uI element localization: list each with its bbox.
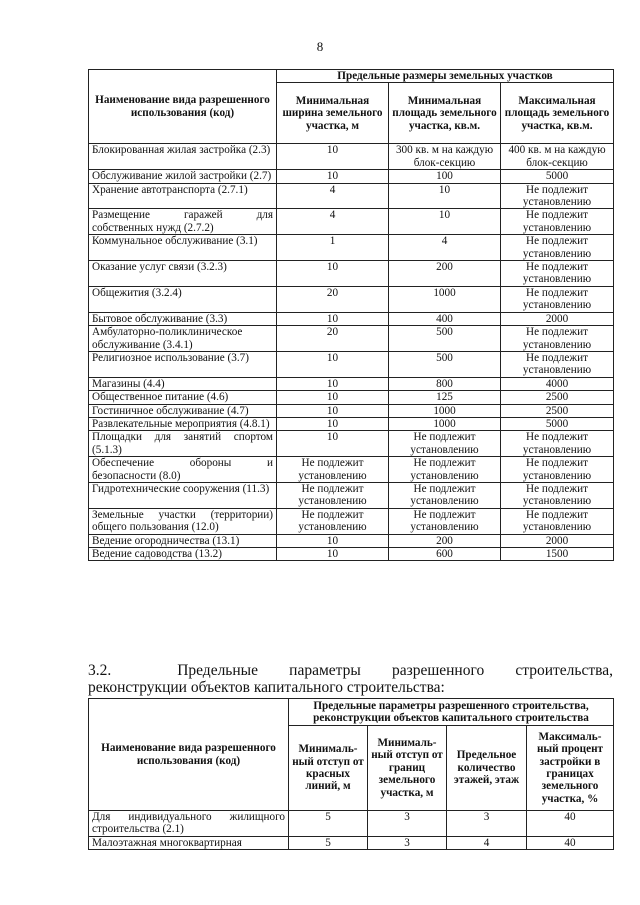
table-row xyxy=(89,404,614,417)
table2-subheader-red-lines: Минималь-ный отступ от красных линий, м xyxy=(289,726,368,811)
table-row xyxy=(89,417,614,430)
row-name: Общежития (3.2.4) xyxy=(89,286,277,312)
row-min-area: Не подлежит установлению xyxy=(389,482,501,508)
row-min-area: 200 xyxy=(389,261,501,287)
row-name: Ведение садоводства (13.2) xyxy=(89,548,277,561)
table-row xyxy=(89,836,614,849)
row-min-width: 20 xyxy=(277,286,389,312)
row-min-width: 20 xyxy=(277,326,389,352)
row-min-area: 800 xyxy=(389,377,501,390)
table-row xyxy=(89,457,614,483)
table-row xyxy=(89,170,614,183)
row-max-area: 5000 xyxy=(501,170,614,183)
table-row xyxy=(89,508,614,534)
row-min-width: Не подлежит установлению xyxy=(277,457,389,483)
row-max-area: 2500 xyxy=(501,404,614,417)
row-min-width: 10 xyxy=(277,170,389,183)
row-name: Обслуживание жилой застройки (2.7) xyxy=(89,170,277,183)
table1-subheader-min-area: Минимальная площадь земельного участка, кв.м. xyxy=(389,83,501,144)
row-max-area: 5000 xyxy=(501,417,614,430)
table-row xyxy=(89,534,614,547)
section-text-line2: реконструкции объектов капитального строительства: xyxy=(88,679,445,696)
table-row xyxy=(89,209,614,235)
row-name: Коммунальное обслуживание (3.1) xyxy=(89,235,277,261)
table-row xyxy=(89,312,614,325)
row-min-area: 1000 xyxy=(389,404,501,417)
row-min-area: 1000 xyxy=(389,417,501,430)
row-name: Хранение автотранспорта (2.7.1) xyxy=(89,183,277,209)
row-max-area: Не подлежит установлению xyxy=(501,183,614,209)
row-min-area: 300 кв. м на каждую блок-секцию xyxy=(389,144,501,170)
row-max-area: 2500 xyxy=(501,391,614,404)
row-max-area: 4000 xyxy=(501,377,614,390)
row-max-area: Не подлежит установлению xyxy=(501,508,614,534)
table2-col1-header: Наименование вида разрешенного использования (код) xyxy=(89,699,289,811)
row-coverage: 40 xyxy=(527,811,614,837)
row-min-area: 4 xyxy=(389,235,501,261)
build-params-table xyxy=(88,698,614,850)
table-row xyxy=(89,548,614,561)
table2-subheader-boundary: Минималь-ный отступ от границ земельного участка, м xyxy=(368,726,447,811)
row-min-area: 100 xyxy=(389,170,501,183)
row-min-area: 10 xyxy=(389,183,501,209)
row-max-area: Не подлежит установлению xyxy=(501,261,614,287)
row-max-area: 400 кв. м на каждую блок-секцию xyxy=(501,144,614,170)
row-name: Ведение огородничества (13.1) xyxy=(89,534,277,547)
table1-col1-header: Наименование вида разрешенного использования (код) xyxy=(89,70,277,144)
row-name: Площадки для занятий спортом (5.1.3) xyxy=(89,431,277,457)
row-min-area: 400 xyxy=(389,312,501,325)
row-name: Земельные участки (территории) общего пользования (12.0) xyxy=(89,508,277,534)
table-row xyxy=(89,183,614,209)
row-min-width: 10 xyxy=(277,351,389,377)
row-min-area: 1000 xyxy=(389,286,501,312)
row-name: Обеспечение обороны и безопасности (8.0) xyxy=(89,457,277,483)
row-min-width: 4 xyxy=(277,183,389,209)
row-min-width: 1 xyxy=(277,235,389,261)
row-max-area: Не подлежит установлению xyxy=(501,235,614,261)
row-min-width: 10 xyxy=(277,431,389,457)
row-name: Бытовое обслуживание (3.3) xyxy=(89,312,277,325)
row-max-area: Не подлежит установлению xyxy=(501,209,614,235)
table2-group-header: Предельные параметры разрешенного строительства, реконструкции объектов капитального строительства xyxy=(289,699,614,726)
table2-subheader-floors: Предельное количество этажей, этаж xyxy=(447,726,527,811)
row-name: Размещение гаражей для собственных нужд (2.7.2) xyxy=(89,209,277,235)
table1-group-header: Предельные размеры земельных участков xyxy=(277,70,614,83)
row-name: Гидротехнические сооружения (11.3) xyxy=(89,482,277,508)
row-red-lines-setback: 5 xyxy=(289,811,368,837)
table-row xyxy=(89,431,614,457)
row-name: Оказание услуг связи (3.2.3) xyxy=(89,261,277,287)
table-row xyxy=(89,261,614,287)
section-text-line1: Предельные параметры разрешенного строительства, xyxy=(177,662,613,679)
row-min-area: 10 xyxy=(389,209,501,235)
row-max-area: 1500 xyxy=(501,548,614,561)
row-name: Для индивидуального жилищного строительства (2.1) xyxy=(89,811,289,837)
table-row xyxy=(89,351,614,377)
row-min-width: 10 xyxy=(277,548,389,561)
row-name: Развлекательные мероприятия (4.8.1) xyxy=(89,417,277,430)
table-row xyxy=(89,377,614,390)
row-min-width: 10 xyxy=(277,377,389,390)
row-floors: 4 xyxy=(447,836,527,849)
row-boundary-setback: 3 xyxy=(368,836,447,849)
table-row xyxy=(89,326,614,352)
row-name: Общественное питание (4.6) xyxy=(89,391,277,404)
page-number: 8 xyxy=(316,39,324,54)
row-name: Малоэтажная многоквартирная xyxy=(89,836,289,849)
row-max-area: Не подлежит установлению xyxy=(501,326,614,352)
row-min-width: Не подлежит установлению xyxy=(277,508,389,534)
table-row xyxy=(89,235,614,261)
row-max-area: Не подлежит установлению xyxy=(501,286,614,312)
row-name: Религиозное использование (3.7) xyxy=(89,351,277,377)
row-min-area: 200 xyxy=(389,534,501,547)
row-min-width: 10 xyxy=(277,144,389,170)
row-min-width: Не подлежит установлению xyxy=(277,482,389,508)
row-min-width: 10 xyxy=(277,417,389,430)
section-paragraph-line1 xyxy=(88,662,613,679)
land-size-table xyxy=(88,69,614,561)
row-min-width: 10 xyxy=(277,312,389,325)
table-row xyxy=(89,144,614,170)
row-min-area: Не подлежит установлению xyxy=(389,457,501,483)
table-row xyxy=(89,482,614,508)
row-name: Блокированная жилая застройка (2.3) xyxy=(89,144,277,170)
row-min-area: 125 xyxy=(389,391,501,404)
row-min-width: 10 xyxy=(277,534,389,547)
table2-subheader-coverage: Максималь-ный процент застройки в границах земельного участка, % xyxy=(527,726,614,811)
table-row xyxy=(89,391,614,404)
row-name: Гостиничное обслуживание (4.7) xyxy=(89,404,277,417)
section-number: 3.2. xyxy=(88,662,112,679)
row-min-area: 500 xyxy=(389,351,501,377)
row-min-width: 4 xyxy=(277,209,389,235)
row-max-area: Не подлежит установлению xyxy=(501,431,614,457)
row-min-width: 10 xyxy=(277,391,389,404)
row-name: Амбулаторно-поликлиническое обслуживание (3.4.1) xyxy=(89,326,277,352)
table1-subheader-max-area: Максимальная площадь земельного участка, кв.м. xyxy=(501,83,614,144)
table1-subheader-min-width: Минимальная ширина земельного участка, м xyxy=(277,83,389,144)
table-row xyxy=(89,811,614,837)
table-row xyxy=(89,286,614,312)
row-max-area: 2000 xyxy=(501,534,614,547)
row-name: Магазины (4.4) xyxy=(89,377,277,390)
row-min-width: 10 xyxy=(277,261,389,287)
row-min-area: 600 xyxy=(389,548,501,561)
row-max-area: Не подлежит установлению xyxy=(501,351,614,377)
row-max-area: 2000 xyxy=(501,312,614,325)
row-max-area: Не подлежит установлению xyxy=(501,457,614,483)
row-red-lines-setback: 5 xyxy=(289,836,368,849)
row-min-area: Не подлежит установлению xyxy=(389,431,501,457)
row-max-area: Не подлежит установлению xyxy=(501,482,614,508)
row-min-area: 500 xyxy=(389,326,501,352)
row-min-area: Не подлежит установлению xyxy=(389,508,501,534)
row-coverage: 40 xyxy=(527,836,614,849)
row-boundary-setback: 3 xyxy=(368,811,447,837)
row-min-width: 10 xyxy=(277,404,389,417)
row-floors: 3 xyxy=(447,811,527,837)
